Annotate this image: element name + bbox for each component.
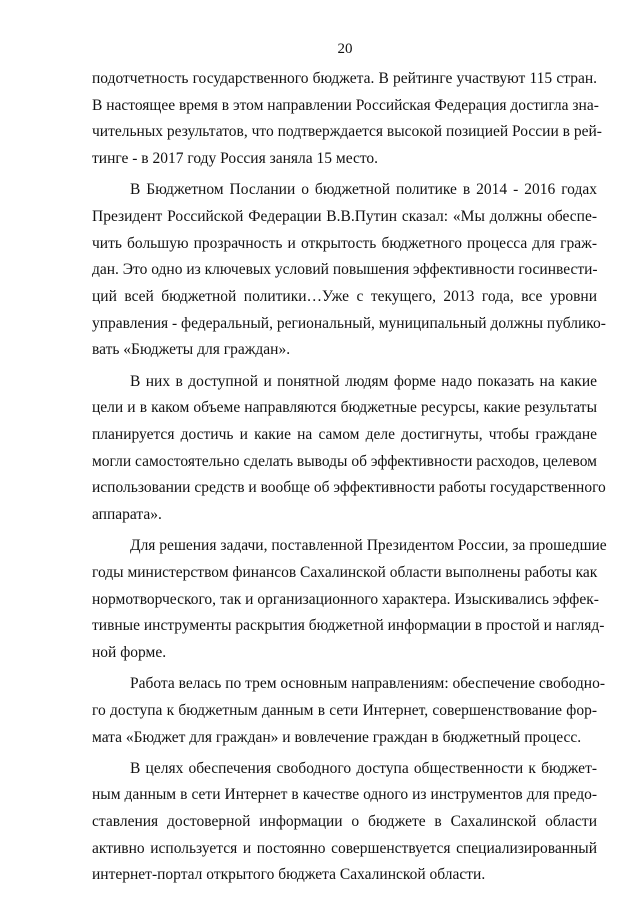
text-line: цели и в каком объеме направляются бюджетные ресурсы, какие результаты: [92, 399, 597, 417]
text-line: го доступа к бюджетным данным в сети Интернет, совершенствование фор-: [92, 701, 597, 719]
paragraph: [92, 671, 606, 751]
text-line: управления - федеральный, региональный, муниципальный должны публико-: [92, 314, 606, 332]
text-line: чительных результатов, что подтверждается высокой позицией России в рей-: [92, 123, 602, 141]
text-line: тинге - в 2017 году Россия заняла 15 место.: [92, 150, 379, 168]
text-line: нормотворческого, так и организационного характера. Изыскивались эффек-: [92, 590, 599, 608]
text-line: В целях обеспечения свободного доступа общественности к бюджет-: [130, 759, 597, 777]
text-line: использовании средств и вообще об эффективности работы государственного: [92, 479, 606, 497]
page-number: 20: [337, 41, 353, 57]
text-line: планируется достичь и какие на самом деле достигнуты, чтобы граждане: [92, 425, 597, 443]
text-line: Президент Российской Федерации В.В.Путин сказал: «Мы должны обеспе-: [92, 207, 597, 225]
text-line: вать «Бюджеты для граждан».: [92, 341, 291, 359]
text-line: ной форме.: [92, 643, 167, 661]
text-line: В них в доступной и понятной людям форме надо показать на какие: [130, 372, 597, 390]
text-line: В настоящее время в этом направлении Российская Федерация достигла зна-: [92, 96, 599, 114]
paragraph: [92, 756, 597, 889]
text-line: могли самостоятельно сделать выводы об эффективности расходов, целевом: [92, 452, 597, 470]
text-line: подотчетность государственного бюджета. В рейтинге участвуют 115 стран.: [92, 70, 597, 87]
text-line: тивные инструменты раскрытия бюджетной информации в простой и нагляд-: [92, 617, 605, 635]
paragraph: [92, 533, 607, 666]
text-line: ций всей бюджетной политики…Уже с текущего, 2013 года, все уровни: [92, 288, 597, 305]
text-line: аппарата».: [92, 506, 162, 523]
text-line: интернет-портал открытого бюджета Сахалинской области.: [92, 866, 486, 884]
text-line: Для решения задачи, поставленной Президентом России, за прошедшие: [130, 537, 607, 555]
text-line: В Бюджетном Послании о бюджетной политике в 2014 - 2016 годах: [130, 181, 597, 199]
document-body: [92, 66, 607, 889]
paragraph: [92, 177, 606, 364]
text-line: активно используется и постоянно совершенствуется специализированный: [92, 839, 597, 857]
text-line: чить большую прозрачность и открытость бюджетного процесса для граж-: [92, 234, 597, 252]
text-line: ставления достоверной информации о бюджете в Сахалинской области: [92, 813, 597, 831]
paragraph: [92, 66, 602, 173]
text-line: ным данным в сети Интернет в качестве одного из инструментов для предо-: [92, 786, 597, 804]
text-line: годы министерством финансов Сахалинской области выполнены работы как: [92, 563, 598, 581]
paragraph: [92, 369, 606, 529]
text-line: мата «Бюджет для граждан» и вовлечение граждан в бюджетный процесс.: [92, 728, 582, 746]
text-line: дан. Это одно из ключевых условий повышения эффективности госинвести-: [92, 261, 598, 279]
text-line: Работа велась по трем основным направлениям: обеспечение свободно-: [130, 675, 606, 693]
